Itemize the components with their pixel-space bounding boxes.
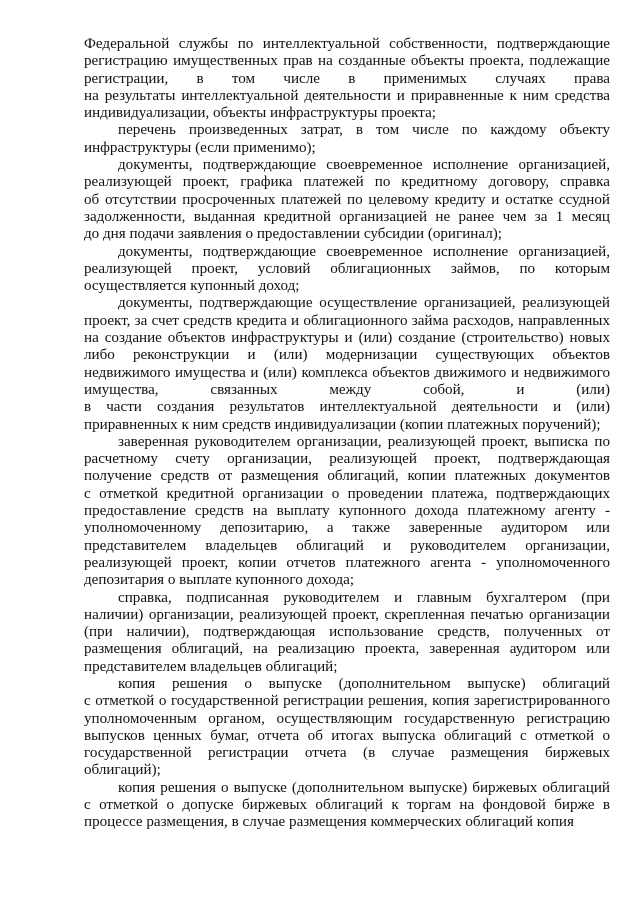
text-line: депозитария о выплате купонного дохода;: [84, 572, 355, 589]
paragraph-p5: [84, 295, 610, 433]
text-line: регистрации, в том числе в применимых случаях права: [84, 70, 610, 87]
text-line: документы, подтверждающие своевременное исполнение организацией,: [118, 243, 610, 260]
text-line: получение средств от размещения облигаций, копии платежных документов: [84, 468, 610, 485]
text-line: реализующей проект, копии отчетов платежного агента - уполномоченного: [84, 554, 610, 571]
paragraph-p4: [84, 244, 610, 296]
text-line: в части создания результатов интеллектуальной деятельности и (или): [84, 399, 610, 416]
text-line: до дня подачи заявления о предоставлении субсидии (оригинал);: [84, 226, 502, 243]
text-line: копия решения о выпуске (дополнительном выпуске) облигаций: [118, 675, 610, 692]
text-line: на результаты интеллектуальной деятельности и приравненные к ним средства: [84, 87, 610, 104]
text-line: с отметкой кредитной организации о проведении платежа, подтверждающих: [84, 485, 610, 502]
text-line: выпусков ценных бумаг, отчета об итогах выпуска облигаций с отметкой о: [84, 727, 610, 744]
text-line: индивидуализации, объекты инфраструктуры проекта;: [84, 105, 436, 122]
text-line: реализующей проект, условий облигационных займов, по которым: [84, 260, 610, 277]
text-line: проект, за счет средств кредита и облигационного займа расходов, направленных: [84, 312, 610, 329]
text-line: с отметкой о допуске биржевых облигаций к торгам на фондовой бирже в: [84, 797, 610, 814]
text-line: (при наличии), подтверждающая использование средств, полученных от: [84, 624, 610, 641]
text-line: Федеральной службы по интеллектуальной собственности, подтверждающие: [84, 36, 610, 52]
text-line: наличии) организации, реализующей проект, скрепленная печатью организации: [84, 606, 610, 623]
text-line: копия решения о выпуске (дополнительном выпуске) биржевых облигаций: [118, 779, 610, 796]
text-line: облигаций);: [84, 762, 161, 779]
text-line: с отметкой о государственной регистрации решения, копия зарегистрированного: [84, 693, 610, 710]
text-line: реализующей проект, графика платежей по кредитному договору, справка: [84, 174, 610, 191]
text-line: процессе размещения, в случае размещения коммерческих облигаций копия: [84, 814, 574, 831]
text-line: документы, подтверждающие осуществление организацией, реализующей: [118, 295, 610, 312]
text-line: уполномоченным органом, осуществляющим государственную регистрацию: [84, 710, 610, 727]
paragraph-p8: [84, 676, 610, 780]
paragraph-p2: [84, 122, 610, 157]
text-line: осуществляется купонный доход;: [84, 278, 300, 295]
paragraph-p1: [84, 36, 610, 122]
text-line: регистрацию имущественных прав на созданные объекты проекта, подлежащие: [84, 53, 610, 70]
text-line: инфраструктуры (если применимо);: [84, 139, 316, 156]
text-line: заверенная руководителем организации, реализующей проект, выписка по: [118, 433, 610, 450]
text-line: документы, подтверждающие своевременное исполнение организацией,: [118, 157, 610, 174]
text-line: перечень произведенных затрат, в том числе по каждому объекту: [118, 122, 610, 139]
text-line: имущества, связанных между собой, и (или): [84, 381, 610, 398]
text-line: предоставление средств на выплату купонного дохода платежному агенту -: [84, 503, 610, 520]
text-line: либо реконструкции и (или) модернизации существующих объектов: [84, 347, 610, 364]
paragraph-p3: [84, 157, 610, 243]
text-line: об отсутствии просроченных платежей по целевому кредиту и остатке ссудной: [84, 191, 610, 208]
text-line: расчетному счету организации, реализующей проект, подтверждающая: [84, 451, 610, 468]
paragraph-p9: [84, 780, 610, 832]
document-body: [84, 36, 610, 832]
text-line: справка, подписанная руководителем и главным бухгалтером (при: [118, 589, 610, 606]
text-line: представителем владельцев облигаций;: [84, 658, 338, 675]
text-line: на создание объектов инфраструктуры и (или) создание (строительство) новых: [84, 330, 610, 347]
text-line: уполномоченному депозитарию, а также заверенные аудитором или: [84, 520, 610, 537]
text-line: размещения облигаций, на реализацию проекта, заверенная аудитором или: [84, 641, 610, 658]
text-line: недвижимого имущества и (или) комплекса объектов движимого и недвижимого: [84, 364, 610, 381]
paragraph-p6: [84, 434, 610, 590]
text-line: представителем владельцев облигаций и руководителем организации,: [84, 537, 610, 554]
text-line: приравненных к ним средств индивидуализации (копии платежных поручений);: [84, 416, 601, 433]
paragraph-p7: [84, 590, 610, 676]
text-line: государственной регистрации отчета (в случае размещения биржевых: [84, 745, 610, 762]
text-line: задолженности, выданная кредитной организацией не ранее чем за 1 месяц: [84, 208, 610, 225]
